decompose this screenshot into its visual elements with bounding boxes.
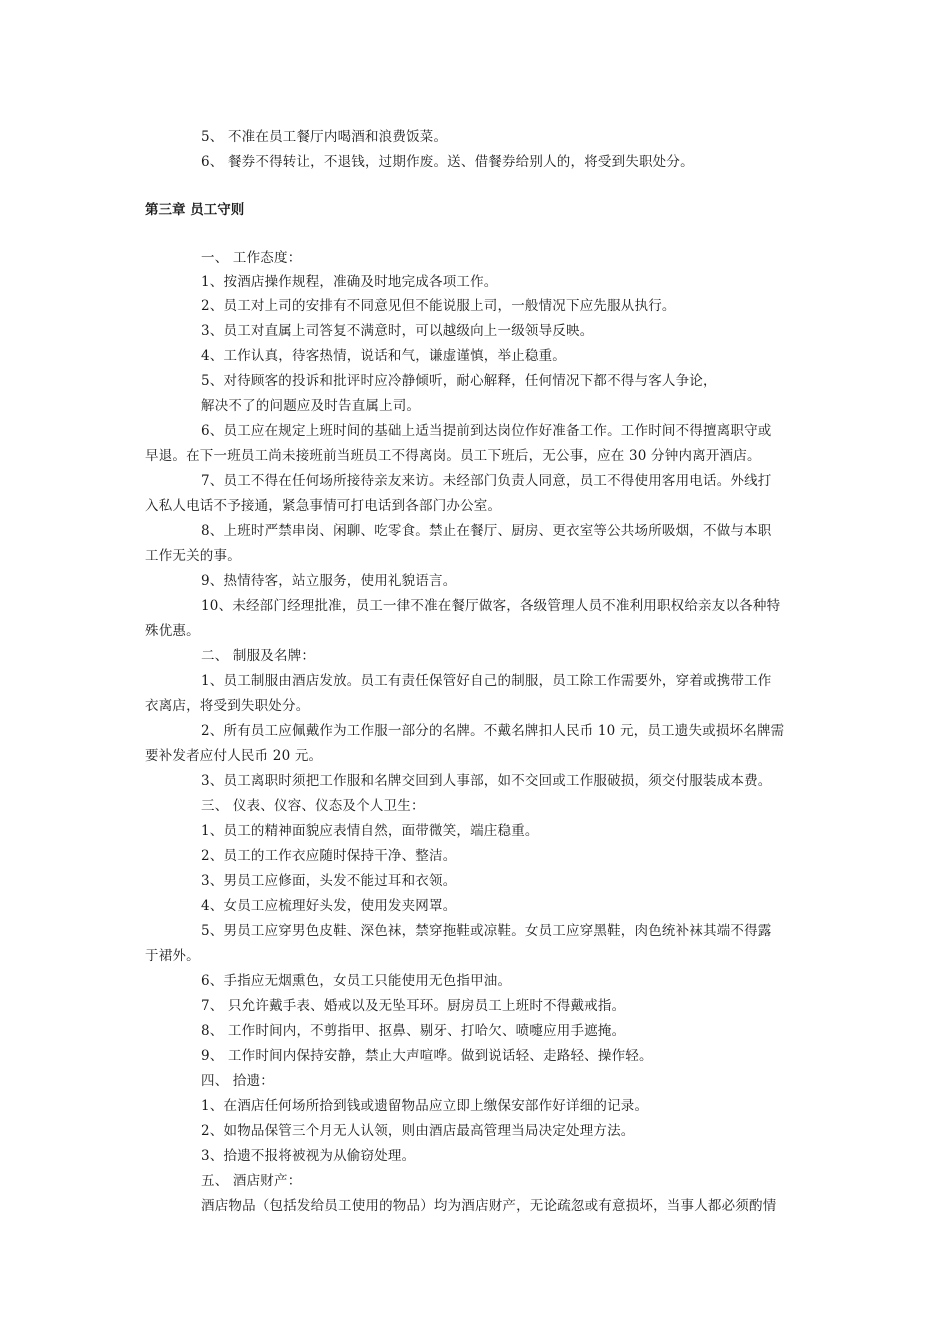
rule-item: 1、员工制服由酒店发放。员工有责任保管好自己的制服，员工除工作需要外，穿着或携带工作	[201, 673, 772, 689]
section-heading: 四、 拾遗：	[201, 1073, 274, 1089]
rule-item: 3、拾遗不报将被视为从偷窃处理。	[201, 1148, 416, 1164]
section-heading: 一、 工作态度：	[201, 250, 302, 266]
rule-item: 1、按酒店操作规程，准确及时地完成各项工作。	[201, 274, 498, 290]
rule-item: 2、如物品保管三个月无人认领，则由酒店最高管理当局决定处理方法。	[201, 1123, 635, 1139]
rule-item: 3、员工对直属上司答复不满意时，可以越级向上一级领导反映。	[201, 323, 594, 339]
rule-item: 2、所有员工应佩戴作为工作服一部分的名牌。不戴名牌扣人民币 10 元，员工遗失或损坏名牌需	[201, 723, 785, 739]
rule-item: 5、对待顾客的投诉和批评时应冷静倾听，耐心解释，任何情况下都不得与客人争论，	[201, 373, 717, 389]
rule-item: 5、 不准在员工餐厅内喝酒和浪费饭菜。	[201, 129, 448, 145]
section-heading: 三、 仪表、仪容、仪态及个人卫生：	[201, 798, 425, 814]
rule-item: 酒店物品（包括发给员工使用的物品）均为酒店财产，无论疏忽或有意损坏，当事人都必须酌情	[201, 1198, 777, 1214]
rule-item: 1、在酒店任何场所拾到钱或遗留物品应立即上缴保安部作好详细的记录。	[201, 1098, 649, 1114]
chapter-title: 第三章 员工守则	[145, 202, 245, 218]
rule-continuation: 殊优惠。	[145, 623, 200, 639]
rule-item: 9、热情待客，站立服务，使用礼貌语言。	[201, 573, 457, 589]
section-heading: 二、 制服及名牌：	[201, 648, 316, 664]
rule-item: 2、员工对上司的安排有不同意见但不能说服上司，一般情况下应先服从执行。	[201, 298, 676, 314]
rule-item: 8、上班时严禁串岗、闲聊、吃零食。禁止在餐厅、厨房、更衣室等公共场所吸烟，不做与本职	[201, 523, 772, 539]
rule-item: 6、员工应在规定上班时间的基础上适当提前到达岗位作好准备工作。工作时间不得擅离职守或	[201, 423, 772, 439]
rule-item: 3、员工离职时须把工作服和名牌交回到人事部，如不交回或工作服破损，须交付服装成本费。	[201, 773, 772, 789]
rule-item: 2、员工的工作衣应随时保持干净、整洁。	[201, 848, 457, 864]
rule-continuation: 解决不了的问题应及时告直属上司。	[201, 398, 421, 414]
rule-item: 6、 餐券不得转让，不退钱，过期作废。送、借餐券给别人的，将受到失职处分。	[201, 154, 694, 170]
rule-continuation: 衣离店，将受到失职处分。	[145, 698, 310, 714]
rule-item: 7、员工不得在任何场所接待亲友来访。未经部门负责人同意，员工不得使用客用电话。外线打	[201, 473, 772, 489]
rule-continuation: 入私人电话不予接通，紧急事情可打电话到各部门办公室。	[145, 498, 502, 514]
rule-item: 6、手指应无烟熏色，女员工只能使用无色指甲油。	[201, 973, 512, 989]
rule-continuation: 要补发者应付人民币 20 元。	[145, 748, 323, 764]
rule-continuation: 早退。在下一班员工尚未接班前当班员工不得离岗。员工下班后，无公事，应在 30 分钟内离开酒店。	[145, 448, 761, 464]
rule-item: 5、男员工应穿男色皮鞋、深色袜，禁穿拖鞋或凉鞋。女员工应穿黑鞋，肉色统补袜其端不得露	[201, 923, 772, 939]
rule-item: 9、 工作时间内保持安静，禁止大声喧哗。做到说话轻、走路轻、操作轻。	[201, 1048, 653, 1064]
rule-continuation: 于裙外。	[145, 948, 200, 964]
rule-item: 4、工作认真，待客热情，说话和气，谦虚谨慎，举止稳重。	[201, 348, 566, 364]
rule-item: 10、未经部门经理批准，员工一律不准在餐厅做客，各级管理人员不准利用职权给亲友以各种特	[201, 598, 781, 614]
rule-item: 3、男员工应修面，头发不能过耳和衣领。	[201, 873, 457, 889]
rule-item: 1、员工的精神面貌应表情自然，面带微笑，端庄稳重。	[201, 823, 539, 839]
section-heading: 五、 酒店财产：	[201, 1173, 302, 1189]
rule-continuation: 工作无关的事。	[145, 548, 241, 564]
rule-item: 4、女员工应梳理好头发，使用发夹网罩。	[201, 898, 457, 914]
rule-item: 7、 只允许戴手表、婚戒以及无坠耳环。厨房员工上班时不得戴戒指。	[201, 998, 626, 1014]
rule-item: 8、 工作时间内，不剪指甲、抠鼻、剔牙、打哈欠、喷嚏应用手遮掩。	[201, 1023, 626, 1039]
